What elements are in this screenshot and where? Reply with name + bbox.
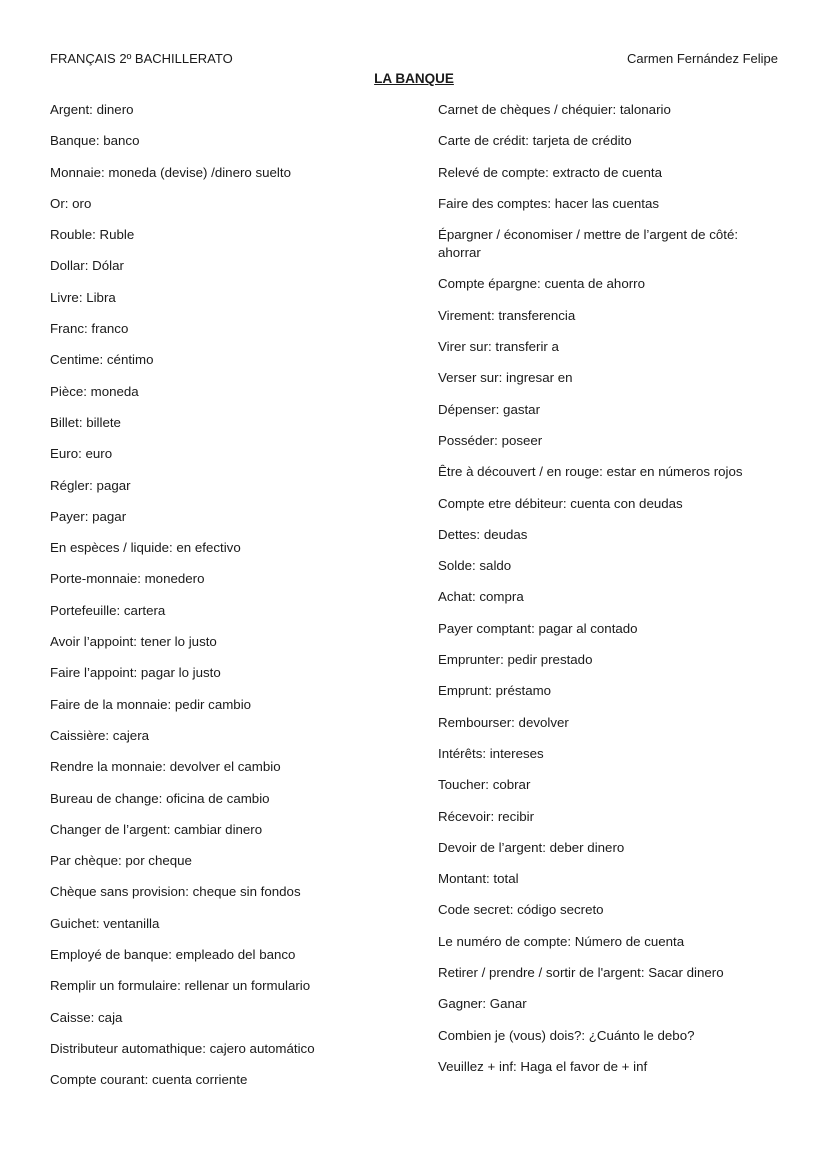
vocab-entry: Distributeur automathique: cajero automático bbox=[50, 1040, 315, 1056]
vocab-entry: Faire des comptes: hacer las cuentas bbox=[438, 195, 659, 211]
vocab-entry: Achat: compra bbox=[438, 589, 524, 605]
vocab-entry: Compte etre débiteur: cuenta con deudas bbox=[438, 495, 683, 511]
vocab-entry: Livre: Libra bbox=[50, 289, 116, 305]
vocab-entry: Virer sur: transferir a bbox=[438, 339, 559, 355]
vocab-entry: Récevoir: recibir bbox=[438, 808, 535, 824]
vocab-entry: Code secret: código secreto bbox=[438, 902, 604, 918]
vocab-entry: Guichet: ventanilla bbox=[50, 915, 160, 931]
vocab-entry: Intérêts: intereses bbox=[438, 745, 544, 761]
vocab-entry: En espèces / liquide: en efectivo bbox=[50, 540, 241, 556]
vocab-entry: Combien je (vous) dois?: ¿Cuánto le debo? bbox=[438, 1027, 695, 1043]
vocab-entry: Porte-monnaie: monedero bbox=[50, 571, 205, 587]
vocab-entry: Avoir l’appoint: tener lo justo bbox=[50, 634, 217, 650]
vocab-entry: Caissière: cajera bbox=[50, 727, 150, 743]
vocab-entry: Verser sur: ingresar en bbox=[438, 370, 573, 386]
vocab-entry: Remplir un formulaire: rellenar un formulario bbox=[50, 978, 311, 994]
vocab-entry: Changer de l’argent: cambiar dinero bbox=[50, 821, 263, 837]
vocab-entry: Banque: banco bbox=[50, 133, 140, 149]
vocab-entry: Emprunter: pedir prestado bbox=[438, 652, 593, 668]
vocab-entry: Être à découvert / en rouge: estar en números rojos bbox=[438, 464, 743, 480]
vocab-entry: Dettes: deudas bbox=[438, 526, 528, 542]
vocab-entry: Devoir de l’argent: deber dinero bbox=[438, 839, 625, 855]
vocab-entry: Bureau de change: oficina de cambio bbox=[50, 790, 270, 806]
vocab-entry: Le numéro de compte: Número de cuenta bbox=[438, 933, 685, 949]
vocab-entry: Franc: franco bbox=[50, 321, 129, 337]
vocab-entry: Dépenser: gastar bbox=[438, 401, 540, 417]
vocab-entry: Faire l’appoint: pagar lo justo bbox=[50, 665, 221, 681]
vocab-entry: Posséder: poseer bbox=[438, 432, 543, 448]
vocab-entry: Épargner / économiser / mettre de l’argent de côté: ahorrar bbox=[438, 227, 739, 261]
vocab-entry: Payer comptant: pagar al contado bbox=[438, 620, 638, 636]
vocab-entry: Gagner: Ganar bbox=[438, 996, 527, 1012]
vocab-entry: Toucher: cobrar bbox=[438, 777, 531, 793]
vocab-entry: Monnaie: moneda (devise) /dinero suelto bbox=[50, 164, 291, 180]
vocab-entry: Chèque sans provision: cheque sin fondos bbox=[50, 884, 301, 900]
vocab-entry: Régler: pagar bbox=[50, 477, 131, 493]
page-title: LA BANQUE bbox=[374, 71, 454, 86]
vocab-list-right bbox=[438, 101, 778, 1089]
vocab-entry: Portefeuille: cartera bbox=[50, 602, 166, 618]
vocab-entry: Euro: euro bbox=[50, 446, 113, 462]
vocab-entry: Rembourser: devolver bbox=[438, 714, 569, 730]
vocab-entry: Pièce: moneda bbox=[50, 383, 139, 399]
vocab-entry: Virement: transferencia bbox=[438, 307, 576, 323]
page-header bbox=[50, 51, 778, 69]
vocab-entry: Employé de banque: empleado del banco bbox=[50, 947, 296, 963]
vocab-entry: Par chèque: por cheque bbox=[50, 853, 192, 869]
vocab-entry: Rouble: Ruble bbox=[50, 227, 135, 243]
vocab-entry: Relevé de compte: extracto de cuenta bbox=[438, 164, 662, 180]
vocab-entry: Compte courant: cuenta corriente bbox=[50, 1072, 248, 1088]
vocab-entry: Payer: pagar bbox=[50, 508, 127, 524]
vocab-entry: Carte de crédit: tarjeta de crédito bbox=[438, 133, 632, 149]
author-name: Carmen Fernández Felipe bbox=[626, 51, 778, 66]
vocab-list-left bbox=[50, 101, 420, 1103]
vocab-entry: Solde: saldo bbox=[438, 558, 512, 574]
vocab-entry: Faire de la monnaie: pedir cambio bbox=[50, 696, 252, 712]
vocab-entry: Emprunt: préstamo bbox=[438, 683, 552, 699]
vocab-entry: Dollar: Dólar bbox=[50, 258, 124, 274]
vocab-entry: Compte épargne: cuenta de ahorro bbox=[438, 276, 645, 292]
vocab-entry: Caisse: caja bbox=[50, 1009, 123, 1025]
vocab-entry: Argent: dinero bbox=[50, 102, 134, 117]
vocab-entry: Retirer / prendre / sortir de l'argent: Sacar dinero bbox=[438, 965, 724, 981]
vocab-entry: Veuillez + inf: Haga el favor de + inf bbox=[438, 1058, 648, 1074]
vocab-entry: Montant: total bbox=[438, 871, 519, 887]
course-label: FRANÇAIS 2º BACHILLERATO bbox=[50, 51, 233, 66]
vocab-entry: Carnet de chèques / chéquier: talonario bbox=[438, 102, 671, 117]
vocab-entry: Centime: céntimo bbox=[50, 352, 154, 368]
vocab-entry: Billet: billete bbox=[50, 414, 121, 430]
vocab-entry: Or: oro bbox=[50, 195, 92, 211]
vocab-entry: Rendre la monnaie: devolver el cambio bbox=[50, 759, 281, 775]
